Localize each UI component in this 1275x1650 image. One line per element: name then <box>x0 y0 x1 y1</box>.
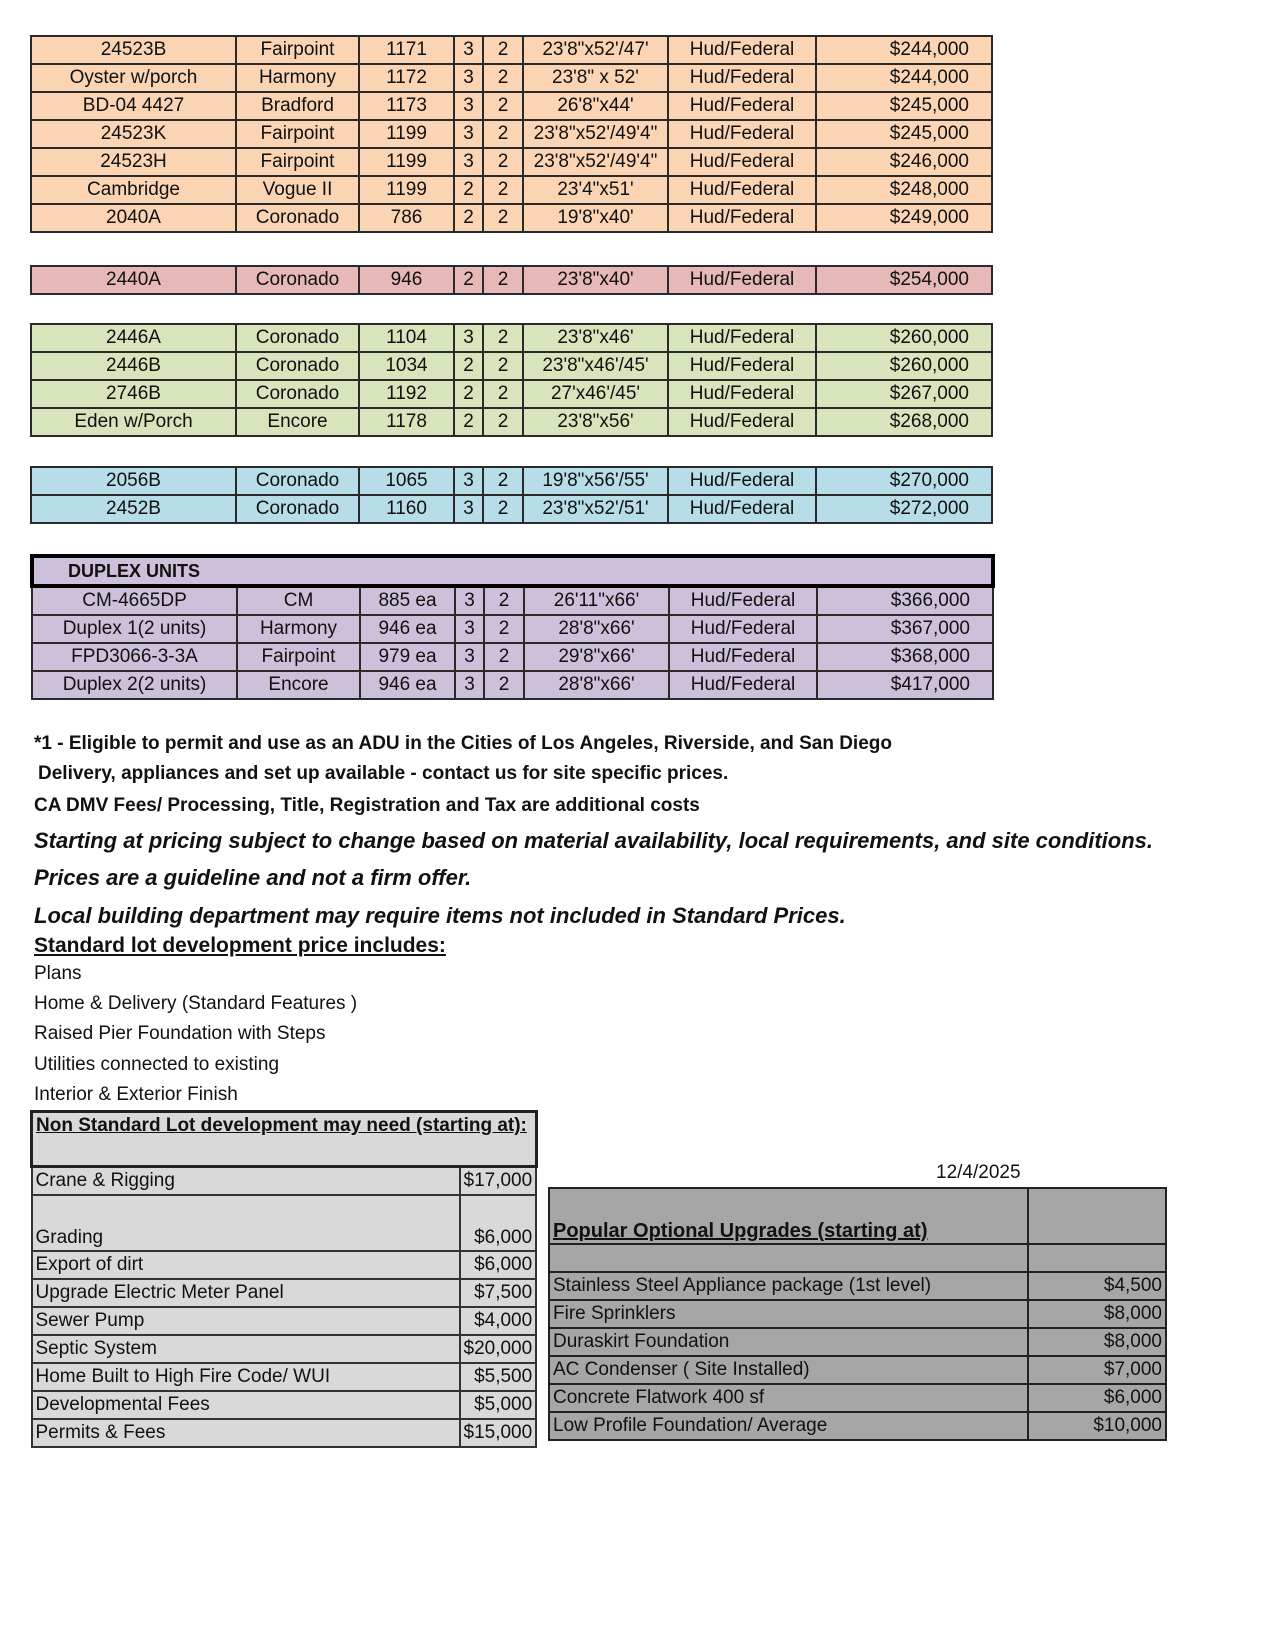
series-cell: Vogue II <box>236 176 359 204</box>
beds-cell: 3 <box>454 324 483 352</box>
price-cell: $417,000 <box>817 671 993 699</box>
baths-cell: 2 <box>483 495 523 523</box>
baths-cell: 2 <box>483 380 523 408</box>
dimensions-cell: 23'8"x52'/49'4" <box>523 120 668 148</box>
duplex-header-row <box>32 556 993 586</box>
model-row <box>32 586 993 615</box>
model-cell: 2746B <box>31 380 236 408</box>
upgrade-label: Low Profile Foundation/ Average <box>549 1412 1028 1440</box>
sqft-cell: 1171 <box>359 36 454 64</box>
sqft-cell: 1199 <box>359 148 454 176</box>
model-cell: BD-04 4427 <box>31 92 236 120</box>
dimensions-cell: 19'8"x56'/55' <box>523 467 668 495</box>
model-row <box>31 408 992 436</box>
item-label: Home Built to High Fire Code/ WUI <box>32 1363 460 1391</box>
price-cell: $245,000 <box>816 120 992 148</box>
beds-cell: 3 <box>454 148 483 176</box>
baths-cell: 2 <box>483 352 523 380</box>
model-cell: 24523K <box>31 120 236 148</box>
beds-cell: 2 <box>454 176 483 204</box>
code-cell: Hud/Federal <box>668 380 816 408</box>
item-label: Sewer Pump <box>32 1307 460 1335</box>
price-cell: $248,000 <box>816 176 992 204</box>
dimensions-cell: 23'8"x52'/51' <box>523 495 668 523</box>
series-cell: Encore <box>237 671 360 699</box>
item-price: $6,000 <box>460 1195 537 1251</box>
model-row <box>32 615 993 643</box>
dimensions-cell: 28'8"x66' <box>524 615 669 643</box>
adu-note: *1 - Eligible to permit and use as an ADU in the Cities of Los Angeles, Riverside, and San Diego <box>34 733 892 754</box>
price-cell: $249,000 <box>816 204 992 232</box>
series-cell: Fairpoint <box>236 148 359 176</box>
sqft-cell: 1173 <box>359 92 454 120</box>
dimensions-cell: 26'8"x44' <box>523 92 668 120</box>
sqft-cell: 946 ea <box>360 615 455 643</box>
table-row <box>32 1391 537 1419</box>
sqft-cell: 1034 <box>359 352 454 380</box>
beds-cell: 3 <box>454 120 483 148</box>
baths-cell: 2 <box>483 467 523 495</box>
sqft-cell: 1192 <box>359 380 454 408</box>
upgrades-heading: Popular Optional Upgrades (starting at) <box>549 1188 1028 1244</box>
model-row <box>32 643 993 671</box>
upgrade-label: Fire Sprinklers <box>549 1300 1028 1328</box>
price-cell: $245,000 <box>816 92 992 120</box>
dimensions-cell: 23'4"x51' <box>523 176 668 204</box>
code-cell: Hud/Federal <box>669 586 817 615</box>
sqft-cell: 1104 <box>359 324 454 352</box>
dimensions-cell: 29'8"x66' <box>524 643 669 671</box>
baths-cell: 2 <box>483 36 523 64</box>
dimensions-cell: 26'11"x66' <box>524 586 669 615</box>
model-cell: 24523B <box>31 36 236 64</box>
duplex-title: DUPLEX UNITS <box>32 556 993 586</box>
series-cell: Coronado <box>236 204 359 232</box>
baths-cell: 2 <box>483 92 523 120</box>
beds-cell: 3 <box>454 92 483 120</box>
table-row <box>549 1412 1166 1440</box>
code-cell: Hud/Federal <box>668 352 816 380</box>
dimensions-cell: 23'8"x52'/47' <box>523 36 668 64</box>
item-price: $15,000 <box>460 1419 537 1447</box>
upgrade-label: AC Condenser ( Site Installed) <box>549 1356 1028 1384</box>
standard-item: Home & Delivery (Standard Features ) <box>34 993 358 1014</box>
sqft-cell: 786 <box>359 204 454 232</box>
price-table-group-4 <box>30 466 993 524</box>
local-dept-note: Local building department may require items not included in Standard Prices. <box>34 903 846 928</box>
model-row <box>31 324 992 352</box>
upgrade-price: $4,500 <box>1028 1272 1166 1300</box>
code-cell: Hud/Federal <box>668 467 816 495</box>
beds-cell: 3 <box>455 671 484 699</box>
model-row <box>31 176 992 204</box>
item-label: Grading <box>32 1195 460 1251</box>
beds-cell: 3 <box>454 467 483 495</box>
model-cell: 2452B <box>31 495 236 523</box>
baths-cell: 2 <box>483 64 523 92</box>
baths-cell: 2 <box>484 671 524 699</box>
series-cell: Coronado <box>236 467 359 495</box>
beds-cell: 2 <box>454 266 483 294</box>
model-row <box>31 266 992 294</box>
price-cell: $267,000 <box>816 380 992 408</box>
code-cell: Hud/Federal <box>668 120 816 148</box>
code-cell: Hud/Federal <box>668 92 816 120</box>
price-cell: $244,000 <box>816 36 992 64</box>
table-row <box>32 1195 537 1251</box>
guideline-note: Prices are a guideline and not a firm offer. <box>34 865 472 890</box>
baths-cell: 2 <box>483 120 523 148</box>
item-price: $7,500 <box>460 1279 537 1307</box>
model-cell: 24523H <box>31 148 236 176</box>
code-cell: Hud/Federal <box>669 671 817 699</box>
dimensions-cell: 23'8"x56' <box>523 408 668 436</box>
item-label: Permits & Fees <box>32 1419 460 1447</box>
price-cell: $272,000 <box>816 495 992 523</box>
code-cell: Hud/Federal <box>668 148 816 176</box>
delivery-note: Delivery, appliances and set up available - contact us for site specific prices. <box>38 763 729 784</box>
pricing-change-note: Starting at pricing subject to change based on material availability, local requirements, and site conditions. <box>34 828 1154 853</box>
sqft-cell: 1178 <box>359 408 454 436</box>
upgrade-price: $6,000 <box>1028 1384 1166 1412</box>
sqft-cell: 979 ea <box>360 643 455 671</box>
table-row <box>32 1363 537 1391</box>
upgrades-header-blank <box>1028 1188 1166 1244</box>
sqft-cell: 946 ea <box>360 671 455 699</box>
sqft-cell: 1199 <box>359 176 454 204</box>
series-cell: Encore <box>236 408 359 436</box>
series-cell: Harmony <box>237 615 360 643</box>
item-label: Upgrade Electric Meter Panel <box>32 1279 460 1307</box>
baths-cell: 2 <box>483 324 523 352</box>
table-row <box>32 1251 537 1279</box>
series-cell: Fairpoint <box>237 643 360 671</box>
dimensions-cell: 28'8"x66' <box>524 671 669 699</box>
dimensions-cell: 27'x46'/45' <box>523 380 668 408</box>
code-cell: Hud/Federal <box>668 36 816 64</box>
code-cell: Hud/Federal <box>668 324 816 352</box>
table-row <box>32 1419 537 1447</box>
price-cell: $367,000 <box>817 615 993 643</box>
upgrade-price: $7,000 <box>1028 1356 1166 1384</box>
table-row <box>549 1328 1166 1356</box>
nonstandard-header-row <box>32 1112 537 1167</box>
item-price: $4,000 <box>460 1307 537 1335</box>
model-row <box>31 64 992 92</box>
series-cell: Coronado <box>236 266 359 294</box>
sqft-cell: 885 ea <box>360 586 455 615</box>
price-cell: $366,000 <box>817 586 993 615</box>
beds-cell: 3 <box>455 615 484 643</box>
series-cell: Coronado <box>236 324 359 352</box>
upgrade-label: Duraskirt Foundation <box>549 1328 1028 1356</box>
upgrades-blank-row <box>549 1244 1166 1272</box>
standard-heading: Standard lot development price includes: <box>34 934 446 957</box>
model-row <box>31 36 992 64</box>
dimensions-cell: 23'8"x52'/49'4" <box>523 148 668 176</box>
dimensions-cell: 23'8"x46' <box>523 324 668 352</box>
model-cell: Duplex 2(2 units) <box>32 671 237 699</box>
beds-cell: 3 <box>454 36 483 64</box>
baths-cell: 2 <box>483 176 523 204</box>
model-row <box>31 495 992 523</box>
sqft-cell: 1065 <box>359 467 454 495</box>
nonstandard-table <box>30 1110 538 1448</box>
beds-cell: 3 <box>454 64 483 92</box>
model-cell: Oyster w/porch <box>31 64 236 92</box>
price-cell: $270,000 <box>816 467 992 495</box>
table-row <box>549 1272 1166 1300</box>
upgrade-price: $8,000 <box>1028 1300 1166 1328</box>
series-cell: Coronado <box>236 380 359 408</box>
beds-cell: 3 <box>455 643 484 671</box>
price-table-group-2 <box>30 265 993 295</box>
dmv-note: CA DMV Fees/ Processing, Title, Registration and Tax are additional costs <box>34 795 700 816</box>
code-cell: Hud/Federal <box>668 495 816 523</box>
price-cell: $268,000 <box>816 408 992 436</box>
series-cell: CM <box>237 586 360 615</box>
sqft-cell: 1199 <box>359 120 454 148</box>
model-cell: 2040A <box>31 204 236 232</box>
standard-item: Utilities connected to existing <box>34 1054 280 1075</box>
item-label: Developmental Fees <box>32 1391 460 1419</box>
standard-item: Interior & Exterior Finish <box>34 1084 238 1105</box>
series-cell: Harmony <box>236 64 359 92</box>
upgrades-header-row <box>549 1188 1166 1244</box>
model-row <box>31 380 992 408</box>
code-cell: Hud/Federal <box>669 615 817 643</box>
standard-item: Plans <box>34 963 82 984</box>
baths-cell: 2 <box>483 408 523 436</box>
series-cell: Bradford <box>236 92 359 120</box>
model-cell: 2446A <box>31 324 236 352</box>
beds-cell: 2 <box>454 380 483 408</box>
model-row <box>31 467 992 495</box>
dimensions-cell: 19'8"x40' <box>523 204 668 232</box>
table-row <box>32 1279 537 1307</box>
baths-cell: 2 <box>484 615 524 643</box>
series-cell: Fairpoint <box>236 36 359 64</box>
item-label: Export of dirt <box>32 1251 460 1279</box>
baths-cell: 2 <box>484 586 524 615</box>
model-cell: 2446B <box>31 352 236 380</box>
beds-cell: 2 <box>454 352 483 380</box>
model-cell: Cambridge <box>31 176 236 204</box>
baths-cell: 2 <box>484 643 524 671</box>
model-cell: CM-4665DP <box>32 586 237 615</box>
model-row <box>31 352 992 380</box>
baths-cell: 2 <box>483 266 523 294</box>
table-row <box>32 1335 537 1363</box>
model-cell: Eden w/Porch <box>31 408 236 436</box>
beds-cell: 3 <box>454 495 483 523</box>
model-row <box>32 671 993 699</box>
price-cell: $368,000 <box>817 643 993 671</box>
model-cell: FPD3066-3-3A <box>32 643 237 671</box>
price-table-group-3 <box>30 323 993 437</box>
baths-cell: 2 <box>483 148 523 176</box>
item-price: $5,000 <box>460 1391 537 1419</box>
table-row <box>549 1356 1166 1384</box>
upgrade-price: $8,000 <box>1028 1328 1166 1356</box>
sqft-cell: 1172 <box>359 64 454 92</box>
baths-cell: 2 <box>483 204 523 232</box>
model-row <box>31 204 992 232</box>
price-cell: $244,000 <box>816 64 992 92</box>
model-cell: 2056B <box>31 467 236 495</box>
model-cell: Duplex 1(2 units) <box>32 615 237 643</box>
series-cell: Coronado <box>236 495 359 523</box>
item-price: $6,000 <box>460 1251 537 1279</box>
code-cell: Hud/Federal <box>668 204 816 232</box>
code-cell: Hud/Federal <box>668 408 816 436</box>
price-cell: $246,000 <box>816 148 992 176</box>
table-row <box>32 1307 537 1335</box>
dimensions-cell: 23'8"x46'/45' <box>523 352 668 380</box>
upgrade-label: Stainless Steel Appliance package (1st level) <box>549 1272 1028 1300</box>
nonstandard-heading: Non Standard Lot development may need (starting at): <box>32 1112 537 1167</box>
price-cell: $254,000 <box>816 266 992 294</box>
sqft-cell: 1160 <box>359 495 454 523</box>
model-row <box>31 120 992 148</box>
code-cell: Hud/Federal <box>668 266 816 294</box>
price-cell: $260,000 <box>816 324 992 352</box>
series-cell: Fairpoint <box>236 120 359 148</box>
item-price: $17,000 <box>460 1167 537 1196</box>
beds-cell: 2 <box>454 408 483 436</box>
table-row <box>549 1300 1166 1328</box>
model-row <box>31 92 992 120</box>
item-price: $5,500 <box>460 1363 537 1391</box>
price-cell: $260,000 <box>816 352 992 380</box>
upgrade-label: Concrete Flatwork 400 sf <box>549 1384 1028 1412</box>
code-cell: Hud/Federal <box>669 643 817 671</box>
code-cell: Hud/Federal <box>668 176 816 204</box>
beds-cell: 3 <box>455 586 484 615</box>
upgrades-table <box>548 1187 1167 1441</box>
item-label: Crane & Rigging <box>32 1167 460 1196</box>
duplex-table <box>30 554 995 700</box>
price-table-group-1 <box>30 35 993 233</box>
standard-item: Raised Pier Foundation with Steps <box>34 1023 326 1044</box>
item-label: Septic System <box>32 1335 460 1363</box>
code-cell: Hud/Federal <box>668 64 816 92</box>
dimensions-cell: 23'8" x 52' <box>523 64 668 92</box>
dimensions-cell: 23'8"x40' <box>523 266 668 294</box>
beds-cell: 2 <box>454 204 483 232</box>
series-cell: Coronado <box>236 352 359 380</box>
model-row <box>31 148 992 176</box>
model-cell: 2440A <box>31 266 236 294</box>
table-row <box>549 1384 1166 1412</box>
table-row <box>32 1167 537 1196</box>
upgrade-price: $10,000 <box>1028 1412 1166 1440</box>
date-label: 12/4/2025 <box>936 1162 1021 1183</box>
sqft-cell: 946 <box>359 266 454 294</box>
item-price: $20,000 <box>460 1335 537 1363</box>
